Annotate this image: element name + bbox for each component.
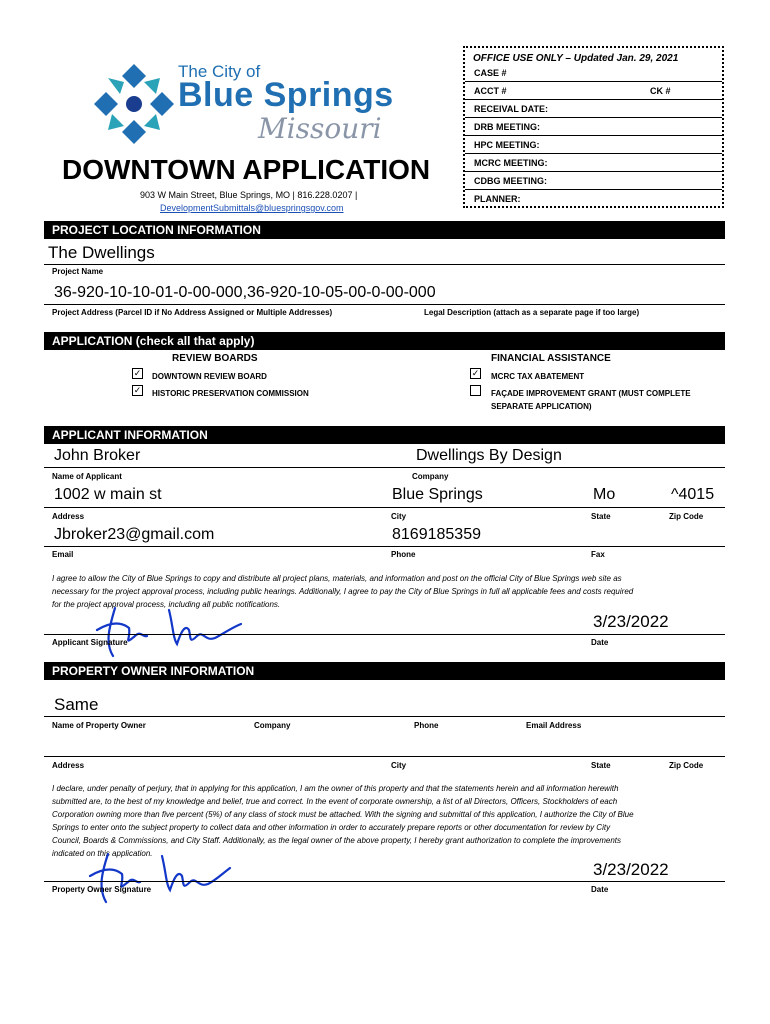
check-icon: ✓: [471, 368, 480, 378]
applicant-phone-value[interactable]: 8169185359: [392, 526, 481, 543]
owner-address-label: Address: [52, 761, 85, 770]
project-address-value[interactable]: 36-920-10-10-01-0-00-000,36-920-10-05-00-0-00-000: [54, 284, 436, 301]
office-use-title: OFFICE USE ONLY – Updated Jan. 29, 2021: [473, 53, 679, 64]
office-hpc: HPC MEETING:: [465, 135, 722, 153]
check-icon: ✓: [133, 385, 142, 395]
divider: [44, 881, 725, 882]
office-receival: RECEIVAL DATE:: [465, 99, 722, 117]
section-project-location: PROJECT LOCATION INFORMATION: [44, 221, 725, 239]
applicant-state-value[interactable]: Mo: [593, 486, 616, 503]
applicant-phone-label: Phone: [391, 550, 416, 559]
applicant-email-value[interactable]: Jbroker23@gmail.com: [54, 526, 215, 543]
owner-signature-image: [80, 846, 240, 906]
section-application: APPLICATION (check all that apply): [44, 332, 725, 350]
office-planner: PLANNER:: [465, 189, 722, 206]
hpc-checkbox[interactable]: [132, 385, 143, 396]
applicant-name-label: Name of Applicant: [52, 472, 122, 481]
logo-the-city-of: The City of: [178, 62, 261, 81]
logo-missouri: Missouri: [258, 112, 382, 145]
agreement-line: for the project approval process, including all public notifications.: [52, 600, 281, 609]
office-mcrc: MCRC MEETING:: [465, 153, 722, 171]
applicant-company-label: Company: [412, 472, 449, 481]
owner-phone-label: Phone: [414, 721, 439, 730]
drb-label: DOWNTOWN REVIEW BOARD: [152, 372, 267, 381]
divider: [44, 467, 725, 468]
divider: [44, 507, 725, 508]
applicant-email-label: Email: [52, 550, 74, 559]
header-address: 903 W Main Street, Blue Springs, MO | 816.228.0207 |: [140, 190, 358, 200]
applicant-state-label: State: [591, 512, 611, 521]
legal-description-label: Legal Description (attach as a separate page if too large): [424, 308, 640, 317]
owner-city-label: City: [391, 761, 407, 770]
submittal-email-link[interactable]: DevelopmentSubmittals@bluespringsgov.com: [160, 203, 344, 213]
hpc-label: HISTORIC PRESERVATION COMMISSION: [152, 389, 309, 398]
page-title: DOWNTOWN APPLICATION: [62, 154, 431, 185]
owner-name-value[interactable]: Same: [54, 695, 99, 714]
divider: [44, 634, 725, 635]
project-address-label: Project Address (Parcel ID if No Address Assigned or Multiple Addresses): [52, 308, 333, 317]
divider: [44, 716, 725, 717]
declaration-line: submitted are, to the best of my knowledge and belief, true and correct. In the event of corporate ownership, a list of all Directors, Officers, Stockholders of each: [52, 797, 618, 806]
declaration-line: Springs to enter onto the subject property to collect data and other information in order to accurately prepare reports or other documentation for review by City: [52, 823, 611, 832]
section-applicant: APPLICANT INFORMATION: [44, 426, 725, 444]
agreement-line: I agree to allow the City of Blue Springs to copy and distribute all project plans, materials, and information and post on the official City of Blue Springs web site as: [52, 574, 622, 583]
project-name-label: Project Name: [52, 267, 104, 276]
applicant-name-value[interactable]: John Broker: [54, 447, 141, 464]
applicant-date-label: Date: [591, 638, 609, 647]
owner-zip-label: Zip Code: [669, 761, 704, 770]
applicant-fax-label: Fax: [591, 550, 605, 559]
office-cdbg: CDBG MEETING:: [465, 171, 722, 189]
review-boards-heading: REVIEW BOARDS: [172, 353, 258, 364]
declaration-line: indicated on this application.: [52, 849, 153, 858]
check-icon: ✓: [133, 368, 142, 378]
owner-date-label: Date: [591, 885, 609, 894]
owner-date-value[interactable]: 3/23/2022: [593, 860, 669, 879]
declaration-line: I declare, under penalty of perjury, that in applying for this application, I am the owner of this property and that the statements herein and all information herewith: [52, 784, 619, 793]
applicant-signature-image: [85, 598, 250, 660]
facade-label-line1: FAÇADE IMPROVEMENT GRANT (MUST COMPLETE: [491, 389, 691, 398]
divider: [44, 304, 725, 305]
office-use-box: [463, 46, 724, 208]
office-acct-row: [465, 81, 722, 99]
divider: [44, 756, 725, 757]
declaration-line: Corporation owning more than five percent (5%) of any class of stock must be attached. With the signing and submittal of this application, I authorize the City of Blue: [52, 810, 634, 819]
facade-label-line2: SEPARATE APPLICATION): [491, 402, 592, 411]
applicant-company-value[interactable]: Dwellings By Design: [416, 447, 562, 464]
applicant-signature-label: Applicant Signature: [52, 638, 128, 647]
applicant-city-value[interactable]: Blue Springs: [392, 486, 483, 503]
declaration-line: Council, Boards & Commissions, and City Staff. Additionally, as the legal owner of the above property, I hereby grant authorization to complete the improvements: [52, 836, 622, 845]
owner-email-label: Email Address: [526, 721, 582, 730]
section-property-owner: PROPERTY OWNER INFORMATION: [44, 662, 725, 680]
applicant-city-label: City: [391, 512, 407, 521]
mcrc-checkbox[interactable]: [470, 368, 481, 379]
logo-emblem-icon: [90, 60, 178, 148]
applicant-zip-value[interactable]: ^4015: [671, 486, 715, 503]
logo-blue-springs: Blue Springs: [178, 76, 394, 114]
office-ck: CK #: [650, 86, 671, 96]
applicant-address-label: Address: [52, 512, 85, 521]
office-case: CASE #: [474, 68, 507, 78]
owner-signature-label: Property Owner Signature: [52, 885, 152, 894]
applicant-zip-label: Zip Code: [669, 512, 704, 521]
mcrc-label: MCRC TAX ABATEMENT: [491, 372, 585, 381]
financial-assistance-heading: FINANCIAL ASSISTANCE: [491, 353, 611, 364]
facade-checkbox[interactable]: [470, 385, 481, 396]
agreement-line: necessary for the project approval process, including public hearings. Additionally, I agree to pay the City of Blue Springs in full all applicable fees and costs required: [52, 587, 634, 596]
divider: [44, 264, 725, 265]
owner-name-label: Name of Property Owner: [52, 721, 146, 730]
office-acct: ACCT #: [474, 86, 507, 96]
project-name-value[interactable]: The Dwellings: [48, 243, 155, 262]
office-drb: DRB MEETING:: [465, 117, 722, 135]
owner-state-label: State: [591, 761, 611, 770]
applicant-date-value[interactable]: 3/23/2022: [593, 612, 669, 631]
divider: [44, 546, 725, 547]
applicant-address-value[interactable]: 1002 w main st: [54, 486, 162, 503]
drb-checkbox[interactable]: [132, 368, 143, 379]
owner-company-label: Company: [254, 721, 291, 730]
